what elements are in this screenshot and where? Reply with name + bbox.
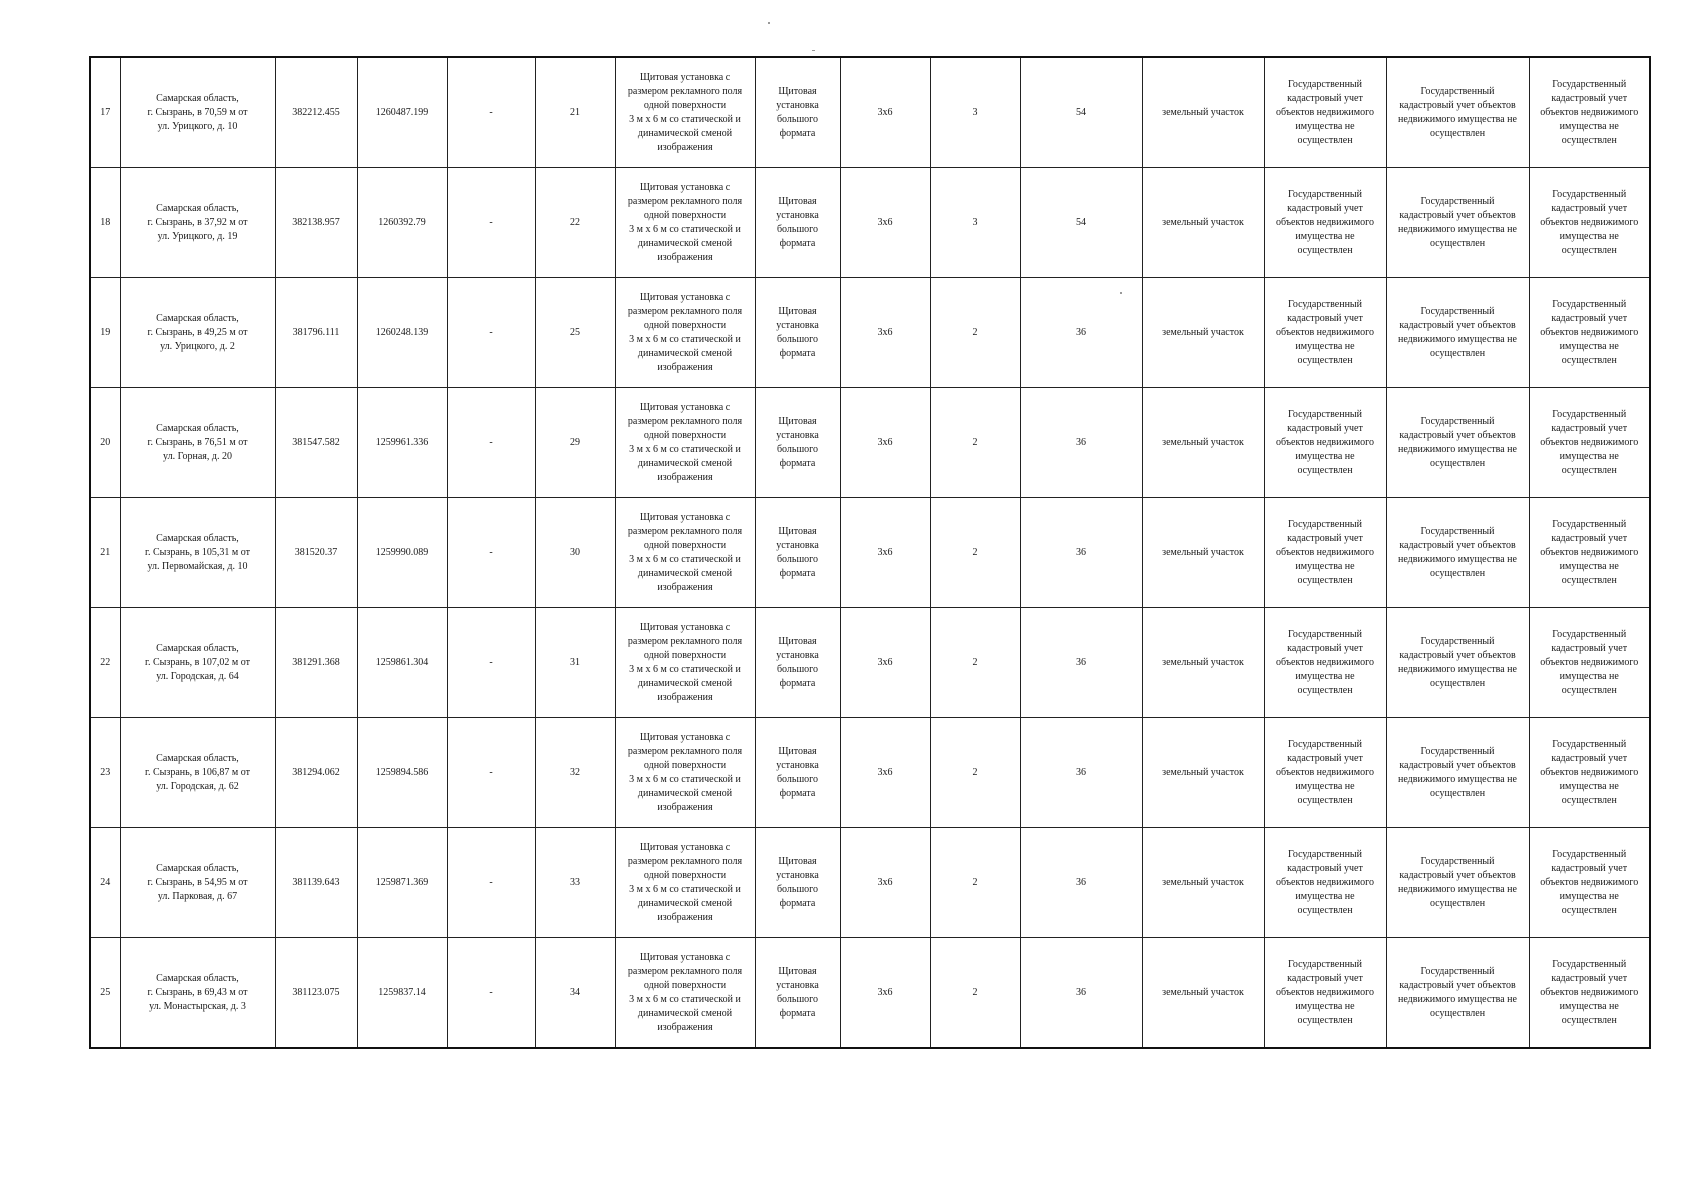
- count-cell: 2: [930, 498, 1020, 608]
- coordinate-y-cell: 1260248.139: [357, 278, 447, 388]
- cadastre-cell-1: Государственный кадастровый учет объектов недвижимого имущества не осуществлен: [1264, 57, 1386, 168]
- billboard-table: [89, 56, 1651, 1049]
- cadastre-cell-2: Государственный кадастровый учет объектов недвижимого имущества не осуществлен: [1386, 498, 1529, 608]
- description-cell: Щитовая установка с размером рекламного поля одной поверхности 3 м х 6 м со статической и динамической сменой изображения: [615, 828, 755, 938]
- coordinate-x-cell: 381291.368: [275, 608, 357, 718]
- cadastre-cell-1: Государственный кадастровый учет объектов недвижимого имущества не осуществлен: [1264, 498, 1386, 608]
- type-cell: Щитовая установка большого формата: [755, 938, 840, 1049]
- cadastre-cell-1: Государственный кадастровый учет объектов недвижимого имущества не осуществлен: [1264, 938, 1386, 1049]
- land-type-cell: земельный участок: [1142, 498, 1264, 608]
- row-number: 18: [90, 168, 120, 278]
- scheme-number-cell: 25: [535, 278, 615, 388]
- coordinate-x-cell: 381139.643: [275, 828, 357, 938]
- type-cell: Щитовая установка большого формата: [755, 168, 840, 278]
- cadastre-cell-3: Государственный кадастровый учет объектов недвижимого имущества не осуществлен: [1529, 608, 1650, 718]
- land-type-cell: земельный участок: [1142, 828, 1264, 938]
- count-cell: 2: [930, 828, 1020, 938]
- type-cell: Щитовая установка большого формата: [755, 498, 840, 608]
- table-row: [90, 168, 1650, 278]
- coordinate-x-cell: 382212.455: [275, 57, 357, 168]
- coordinate-y-cell: 1260487.199: [357, 57, 447, 168]
- scheme-number-cell: 30: [535, 498, 615, 608]
- dash-cell: -: [447, 388, 535, 498]
- cadastre-cell-2: Государственный кадастровый учет объектов недвижимого имущества не осуществлен: [1386, 718, 1529, 828]
- table-row: [90, 388, 1650, 498]
- type-cell: Щитовая установка большого формата: [755, 57, 840, 168]
- address-cell: Самарская область, г. Сызрань, в 69,43 м от ул. Монастырская, д. 3: [120, 938, 275, 1049]
- coordinate-y-cell: 1259837.14: [357, 938, 447, 1049]
- size-cell: 3х6: [840, 498, 930, 608]
- area-cell: 54: [1020, 57, 1142, 168]
- area-cell: 36: [1020, 498, 1142, 608]
- scheme-number-cell: 21: [535, 57, 615, 168]
- cadastre-cell-3: Государственный кадастровый учет объектов недвижимого имущества не осуществлен: [1529, 278, 1650, 388]
- description-cell: Щитовая установка с размером рекламного поля одной поверхности 3 м х 6 м со статической и динамической сменой изображения: [615, 498, 755, 608]
- type-cell: Щитовая установка большого формата: [755, 278, 840, 388]
- coordinate-y-cell: 1259894.586: [357, 718, 447, 828]
- scheme-number-cell: 32: [535, 718, 615, 828]
- coordinate-y-cell: 1259961.336: [357, 388, 447, 498]
- area-cell: 36: [1020, 828, 1142, 938]
- description-cell: Щитовая установка с размером рекламного поля одной поверхности 3 м х 6 м со статической и динамической сменой изображения: [615, 718, 755, 828]
- cadastre-cell-2: Государственный кадастровый учет объектов недвижимого имущества не осуществлен: [1386, 57, 1529, 168]
- size-cell: 3х6: [840, 608, 930, 718]
- dash-cell: -: [447, 938, 535, 1049]
- table-row: [90, 57, 1650, 168]
- coordinate-x-cell: 381796.111: [275, 278, 357, 388]
- coordinate-y-cell: 1259861.304: [357, 608, 447, 718]
- land-type-cell: земельный участок: [1142, 718, 1264, 828]
- cadastre-cell-3: Государственный кадастровый учет объектов недвижимого имущества не осуществлен: [1529, 498, 1650, 608]
- table-row: [90, 608, 1650, 718]
- coordinate-x-cell: 381547.582: [275, 388, 357, 498]
- row-number: 17: [90, 57, 120, 168]
- address-cell: Самарская область, г. Сызрань, в 37,92 м от ул. Урицкого, д. 19: [120, 168, 275, 278]
- dash-cell: -: [447, 278, 535, 388]
- cadastre-cell-2: Государственный кадастровый учет объектов недвижимого имущества не осуществлен: [1386, 938, 1529, 1049]
- scan-speck: [812, 50, 815, 51]
- table-body: [90, 57, 1650, 1048]
- land-type-cell: земельный участок: [1142, 57, 1264, 168]
- count-cell: 2: [930, 938, 1020, 1049]
- description-cell: Щитовая установка с размером рекламного поля одной поверхности 3 м х 6 м со статической и динамической сменой изображения: [615, 168, 755, 278]
- scan-speck: [768, 22, 770, 24]
- scheme-number-cell: 31: [535, 608, 615, 718]
- size-cell: 3х6: [840, 828, 930, 938]
- cadastre-cell-3: Государственный кадастровый учет объектов недвижимого имущества не осуществлен: [1529, 938, 1650, 1049]
- row-number: 21: [90, 498, 120, 608]
- size-cell: 3х6: [840, 168, 930, 278]
- cadastre-cell-2: Государственный кадастровый учет объектов недвижимого имущества не осуществлен: [1386, 278, 1529, 388]
- land-type-cell: земельный участок: [1142, 388, 1264, 498]
- cadastre-cell-2: Государственный кадастровый учет объектов недвижимого имущества не осуществлен: [1386, 168, 1529, 278]
- land-type-cell: земельный участок: [1142, 168, 1264, 278]
- area-cell: 54: [1020, 168, 1142, 278]
- coordinate-x-cell: 381520.37: [275, 498, 357, 608]
- cadastre-cell-3: Государственный кадастровый учет объектов недвижимого имущества не осуществлен: [1529, 718, 1650, 828]
- address-cell: Самарская область, г. Сызрань, в 49,25 м от ул. Урицкого, д. 2: [120, 278, 275, 388]
- count-cell: 2: [930, 718, 1020, 828]
- count-cell: 2: [930, 388, 1020, 498]
- dash-cell: -: [447, 608, 535, 718]
- land-type-cell: земельный участок: [1142, 278, 1264, 388]
- count-cell: 3: [930, 57, 1020, 168]
- address-cell: Самарская область, г. Сызрань, в 76,51 м от ул. Горная, д. 20: [120, 388, 275, 498]
- dash-cell: -: [447, 828, 535, 938]
- count-cell: 2: [930, 278, 1020, 388]
- coordinate-x-cell: 381294.062: [275, 718, 357, 828]
- row-number: 25: [90, 938, 120, 1049]
- land-type-cell: земельный участок: [1142, 608, 1264, 718]
- cadastre-cell-3: Государственный кадастровый учет объектов недвижимого имущества не осуществлен: [1529, 57, 1650, 168]
- coordinate-x-cell: 382138.957: [275, 168, 357, 278]
- area-cell: 36: [1020, 278, 1142, 388]
- size-cell: 3х6: [840, 388, 930, 498]
- address-cell: Самарская область, г. Сызрань, в 107,02 м от ул. Городская, д. 64: [120, 608, 275, 718]
- cadastre-cell-3: Государственный кадастровый учет объектов недвижимого имущества не осуществлен: [1529, 388, 1650, 498]
- dash-cell: -: [447, 57, 535, 168]
- row-number: 23: [90, 718, 120, 828]
- area-cell: 36: [1020, 718, 1142, 828]
- cadastre-cell-3: Государственный кадастровый учет объектов недвижимого имущества не осуществлен: [1529, 168, 1650, 278]
- type-cell: Щитовая установка большого формата: [755, 828, 840, 938]
- area-cell: 36: [1020, 608, 1142, 718]
- cadastre-cell-2: Государственный кадастровый учет объектов недвижимого имущества не осуществлен: [1386, 828, 1529, 938]
- cadastre-cell-1: Государственный кадастровый учет объектов недвижимого имущества не осуществлен: [1264, 168, 1386, 278]
- table-row: [90, 938, 1650, 1049]
- type-cell: Щитовая установка большого формата: [755, 608, 840, 718]
- size-cell: 3х6: [840, 938, 930, 1049]
- count-cell: 3: [930, 168, 1020, 278]
- cadastre-cell-1: Государственный кадастровый учет объектов недвижимого имущества не осуществлен: [1264, 718, 1386, 828]
- row-number: 24: [90, 828, 120, 938]
- cadastre-cell-1: Государственный кадастровый учет объектов недвижимого имущества не осуществлен: [1264, 608, 1386, 718]
- address-cell: Самарская область, г. Сызрань, в 54,95 м от ул. Парковая, д. 67: [120, 828, 275, 938]
- land-type-cell: земельный участок: [1142, 938, 1264, 1049]
- description-cell: Щитовая установка с размером рекламного поля одной поверхности 3 м х 6 м со статической и динамической сменой изображения: [615, 57, 755, 168]
- scheme-number-cell: 34: [535, 938, 615, 1049]
- coordinate-y-cell: 1260392.79: [357, 168, 447, 278]
- description-cell: Щитовая установка с размером рекламного поля одной поверхности 3 м х 6 м со статической и динамической сменой изображения: [615, 938, 755, 1049]
- description-cell: Щитовая установка с размером рекламного поля одной поверхности 3 м х 6 м со статической и динамической сменой изображения: [615, 608, 755, 718]
- table-row: [90, 498, 1650, 608]
- address-cell: Самарская область, г. Сызрань, в 70,59 м от ул. Урицкого, д. 10: [120, 57, 275, 168]
- address-cell: Самарская область, г. Сызрань, в 105,31 м от ул. Первомайская, д. 10: [120, 498, 275, 608]
- scheme-number-cell: 22: [535, 168, 615, 278]
- description-cell: Щитовая установка с размером рекламного поля одной поверхности 3 м х 6 м со статической и динамической сменой изображения: [615, 388, 755, 498]
- area-cell: 36: [1020, 938, 1142, 1049]
- size-cell: 3х6: [840, 278, 930, 388]
- coordinate-y-cell: 1259871.369: [357, 828, 447, 938]
- table-row: [90, 278, 1650, 388]
- dash-cell: -: [447, 498, 535, 608]
- count-cell: 2: [930, 608, 1020, 718]
- dash-cell: -: [447, 718, 535, 828]
- type-cell: Щитовая установка большого формата: [755, 718, 840, 828]
- coordinate-y-cell: 1259990.089: [357, 498, 447, 608]
- cadastre-cell-2: Государственный кадастровый учет объектов недвижимого имущества не осуществлен: [1386, 608, 1529, 718]
- table-row: [90, 718, 1650, 828]
- area-cell: 36: [1020, 388, 1142, 498]
- dash-cell: -: [447, 168, 535, 278]
- cadastre-cell-1: Государственный кадастровый учет объектов недвижимого имущества не осуществлен: [1264, 828, 1386, 938]
- size-cell: 3х6: [840, 718, 930, 828]
- table-row: [90, 828, 1650, 938]
- address-cell: Самарская область, г. Сызрань, в 106,87 м от ул. Городская, д. 62: [120, 718, 275, 828]
- size-cell: 3х6: [840, 57, 930, 168]
- cadastre-cell-3: Государственный кадастровый учет объектов недвижимого имущества не осуществлен: [1529, 828, 1650, 938]
- cadastre-cell-1: Государственный кадастровый учет объектов недвижимого имущества не осуществлен: [1264, 388, 1386, 498]
- cadastre-cell-2: Государственный кадастровый учет объектов недвижимого имущества не осуществлен: [1386, 388, 1529, 498]
- description-cell: Щитовая установка с размером рекламного поля одной поверхности 3 м х 6 м со статической и динамической сменой изображения: [615, 278, 755, 388]
- row-number: 19: [90, 278, 120, 388]
- coordinate-x-cell: 381123.075: [275, 938, 357, 1049]
- row-number: 20: [90, 388, 120, 498]
- type-cell: Щитовая установка большого формата: [755, 388, 840, 498]
- row-number: 22: [90, 608, 120, 718]
- cadastre-cell-1: Государственный кадастровый учет объектов недвижимого имущества не осуществлен: [1264, 278, 1386, 388]
- scheme-number-cell: 33: [535, 828, 615, 938]
- scheme-number-cell: 29: [535, 388, 615, 498]
